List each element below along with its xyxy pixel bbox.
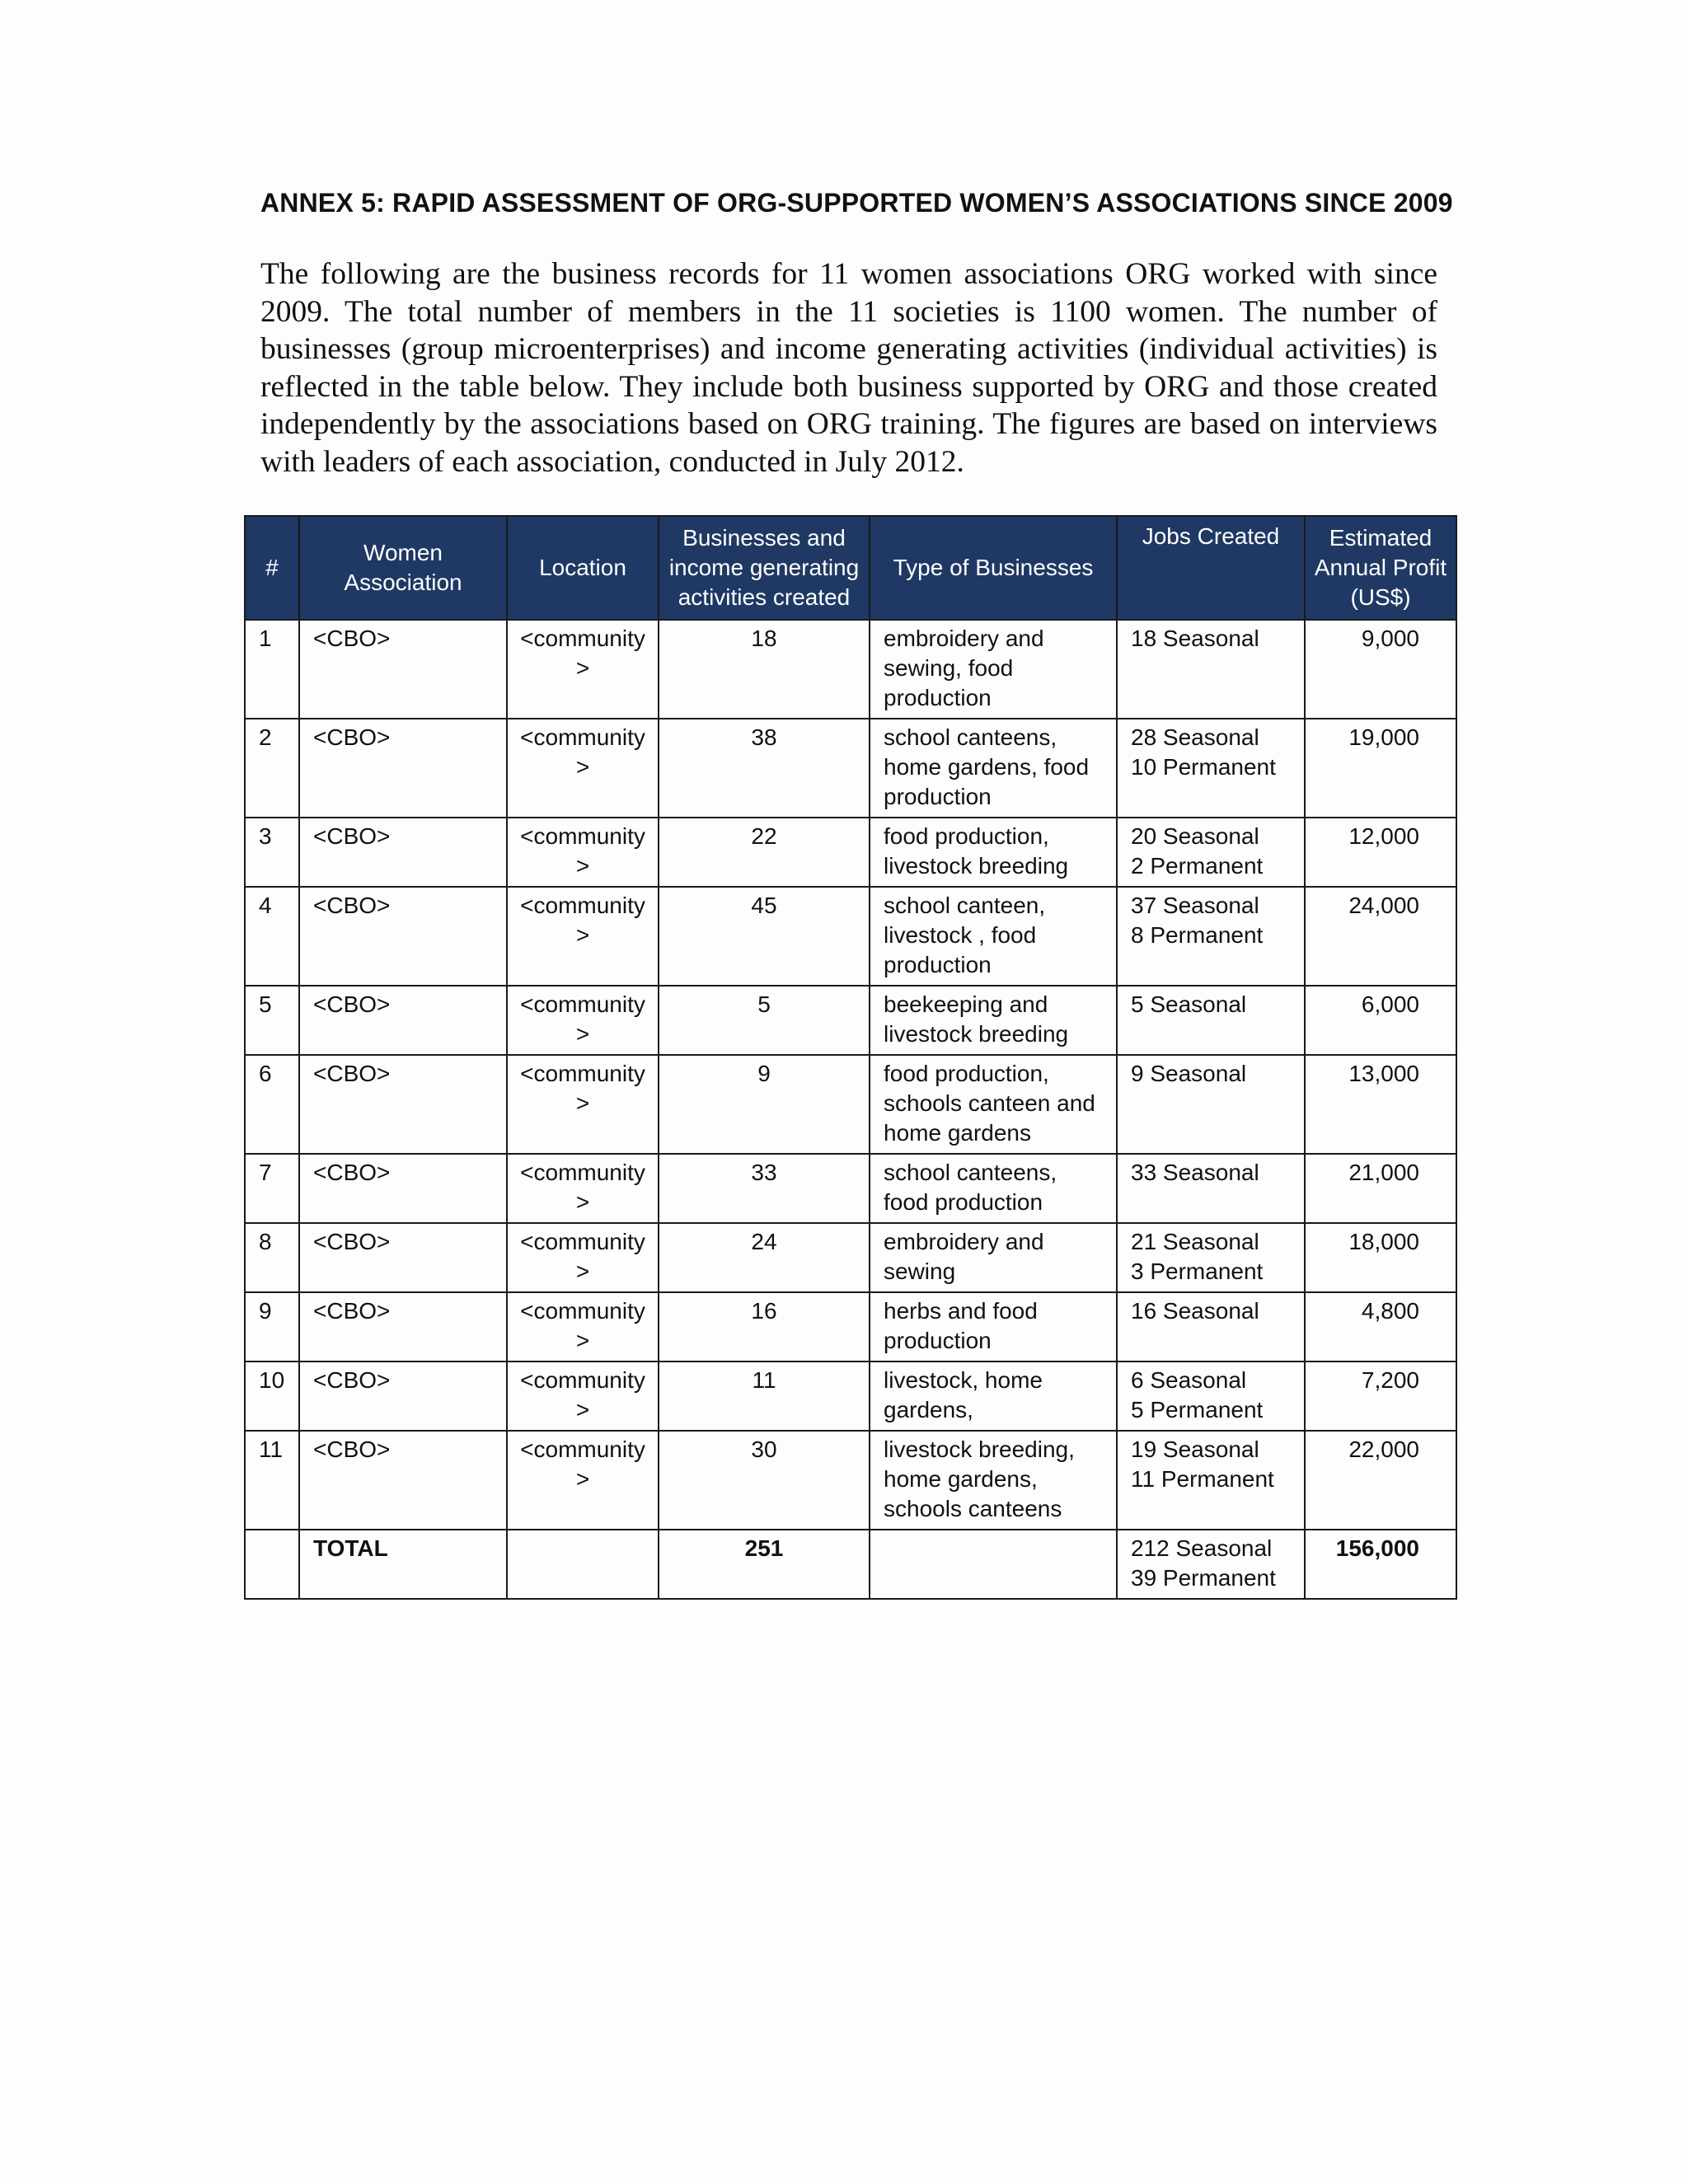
header-jobs-created: Jobs Created [1117,516,1305,620]
business-type: food production, livestock breeding [870,818,1117,887]
jobs-permanent: 5 Permanent [1131,1397,1264,1422]
location-line-1: <community [520,626,645,651]
total-businesses: 251 [659,1530,870,1599]
location-line-1: <community [520,991,645,1017]
row-number: 11 [245,1431,299,1530]
table-row [245,1361,1456,1431]
location-line-2: > [575,1328,590,1353]
location-line-2: > [575,1397,590,1422]
businesses-count: 5 [659,986,870,1055]
business-type: livestock breeding, home gardens, schools canteens [870,1431,1117,1530]
association-name: <CBO> [299,719,507,818]
table-row [245,1431,1456,1530]
association-name: <CBO> [299,986,507,1055]
table-row [245,1154,1456,1223]
annual-profit: 6,000 [1305,986,1456,1055]
annual-profit: 22,000 [1305,1431,1456,1530]
header-number: # [245,516,299,620]
header-type-of-businesses: Type of Businesses [870,516,1117,620]
jobs-cell [1117,1361,1305,1431]
header-women-association: Women Association [299,516,507,620]
business-type: herbs and food production [870,1292,1117,1361]
total-number-cell [245,1530,299,1599]
location-cell [507,1361,659,1431]
location-line-1: <community [520,1367,645,1393]
business-type: food production, schools canteen and home gardens [870,1055,1117,1154]
table-row [245,620,1456,719]
table-row [245,887,1456,986]
location-line-1: <community [520,1160,645,1185]
table-row [245,986,1456,1055]
row-number: 10 [245,1361,299,1431]
jobs-seasonal: 5 Seasonal [1131,991,1247,1017]
jobs-cell [1117,887,1305,986]
table-row [245,1292,1456,1361]
location-cell [507,887,659,986]
location-line-1: <community [520,823,645,849]
total-jobs-seasonal: 212 Seasonal [1131,1535,1273,1561]
annual-profit: 9,000 [1305,620,1456,719]
jobs-cell [1117,986,1305,1055]
jobs-permanent: 2 Permanent [1131,853,1264,879]
jobs-seasonal: 19 Seasonal [1131,1436,1259,1462]
location-cell [507,1431,659,1530]
business-type: embroidery and sewing [870,1223,1117,1292]
location-line-2: > [575,754,590,780]
business-type: livestock, home gardens, [870,1361,1117,1431]
annual-profit: 19,000 [1305,719,1456,818]
jobs-cell [1117,1431,1305,1530]
jobs-seasonal: 16 Seasonal [1131,1298,1259,1324]
location-line-2: > [575,655,590,681]
location-line-1: <community [520,1229,645,1254]
annual-profit: 4,800 [1305,1292,1456,1361]
annual-profit: 24,000 [1305,887,1456,986]
jobs-seasonal: 18 Seasonal [1131,626,1259,651]
jobs-cell [1117,818,1305,887]
location-line-2: > [575,1258,590,1284]
businesses-count: 33 [659,1154,870,1223]
jobs-permanent: 8 Permanent [1131,922,1264,948]
table-row [245,1223,1456,1292]
location-line-1: <community [520,1436,645,1462]
location-line-1: <community [520,1298,645,1324]
location-cell [507,1292,659,1361]
jobs-permanent: 3 Permanent [1131,1258,1264,1284]
annual-profit: 21,000 [1305,1154,1456,1223]
businesses-count: 45 [659,887,870,986]
business-type: beekeeping and livestock breeding [870,986,1117,1055]
location-cell [507,719,659,818]
location-line-1: <community [520,724,645,750]
annual-profit: 13,000 [1305,1055,1456,1154]
business-type: school canteens, home gardens, food production [870,719,1117,818]
location-cell [507,986,659,1055]
jobs-cell [1117,1154,1305,1223]
jobs-permanent: 11 Permanent [1131,1466,1274,1492]
location-line-2: > [575,1466,590,1492]
header-estimated-annual-profit: Estimated Annual Profit (US$) [1305,516,1456,620]
location-line-2: > [575,922,590,948]
row-number: 8 [245,1223,299,1292]
total-label: TOTAL [299,1530,507,1599]
table-row [245,818,1456,887]
row-number: 3 [245,818,299,887]
annual-profit: 18,000 [1305,1223,1456,1292]
association-name: <CBO> [299,818,507,887]
location-line-1: <community [520,893,645,918]
row-number: 4 [245,887,299,986]
row-number: 7 [245,1154,299,1223]
jobs-seasonal: 20 Seasonal [1131,823,1259,849]
businesses-count: 38 [659,719,870,818]
table-row [245,719,1456,818]
associations-table [244,515,1457,1600]
jobs-cell [1117,1223,1305,1292]
association-name: <CBO> [299,1055,507,1154]
total-jobs-permanent: 39 Permanent [1131,1565,1276,1591]
jobs-cell [1117,620,1305,719]
location-line-2: > [575,853,590,879]
jobs-seasonal: 6 Seasonal [1131,1367,1247,1393]
annex-heading: ANNEX 5: RAPID ASSESSMENT OF ORG-SUPPORTED WOMEN’S ASSOCIATIONS SINCE 2009 [260,188,1453,218]
table-footer [245,1530,1456,1599]
location-line-2: > [575,1090,590,1116]
total-location-cell [507,1530,659,1599]
association-name: <CBO> [299,1361,507,1431]
jobs-seasonal: 21 Seasonal [1131,1229,1259,1254]
total-profit: 156,000 [1305,1530,1456,1599]
location-cell [507,1223,659,1292]
location-cell [507,1154,659,1223]
row-number: 1 [245,620,299,719]
businesses-count: 24 [659,1223,870,1292]
row-number: 6 [245,1055,299,1154]
business-type: school canteen, livestock , food production [870,887,1117,986]
association-name: <CBO> [299,620,507,719]
row-number: 5 [245,986,299,1055]
row-number: 2 [245,719,299,818]
jobs-seasonal: 28 Seasonal [1131,724,1259,750]
location-cell [507,1055,659,1154]
jobs-permanent: 10 Permanent [1131,754,1276,780]
location-line-2: > [575,1189,590,1215]
jobs-cell [1117,719,1305,818]
businesses-count: 16 [659,1292,870,1361]
businesses-count: 30 [659,1431,870,1530]
annual-profit: 7,200 [1305,1361,1456,1431]
location-cell [507,620,659,719]
header-location: Location [507,516,659,620]
business-type: embroidery and sewing, food production [870,620,1117,719]
total-jobs [1117,1530,1305,1599]
businesses-count: 22 [659,818,870,887]
businesses-count: 18 [659,620,870,719]
jobs-cell [1117,1055,1305,1154]
businesses-count: 9 [659,1055,870,1154]
total-type-cell [870,1530,1117,1599]
header-businesses-created: Businesses and income generating activities created [659,516,870,620]
jobs-seasonal: 9 Seasonal [1131,1061,1247,1086]
annual-profit: 12,000 [1305,818,1456,887]
association-name: <CBO> [299,1223,507,1292]
location-cell [507,818,659,887]
location-line-1: <community [520,1061,645,1086]
header-row [245,516,1456,620]
association-name: <CBO> [299,887,507,986]
jobs-seasonal: 37 Seasonal [1131,893,1259,918]
total-row [245,1530,1456,1599]
location-line-2: > [575,1021,590,1047]
jobs-cell [1117,1292,1305,1361]
table-header [245,516,1456,620]
table-body [245,620,1456,1530]
businesses-count: 11 [659,1361,870,1431]
business-type: school canteens, food production [870,1154,1117,1223]
association-name: <CBO> [299,1154,507,1223]
row-number: 9 [245,1292,299,1361]
association-name: <CBO> [299,1292,507,1361]
association-name: <CBO> [299,1431,507,1530]
table-row [245,1055,1456,1154]
intro-paragraph: The following are the business records for 11 women associations ORG worked with since 2009. The total number of members in the 11 societies is 1100 women. The number of businesses (group microenterprises) and income generating activities (individual activities) is reflected in the table below. They include both business supported by ORG and those created independently by the associations based on ORG training. The figures are based on interviews with leaders of each association, conducted in July 2012. [260,257,1437,479]
jobs-seasonal: 33 Seasonal [1131,1160,1259,1185]
